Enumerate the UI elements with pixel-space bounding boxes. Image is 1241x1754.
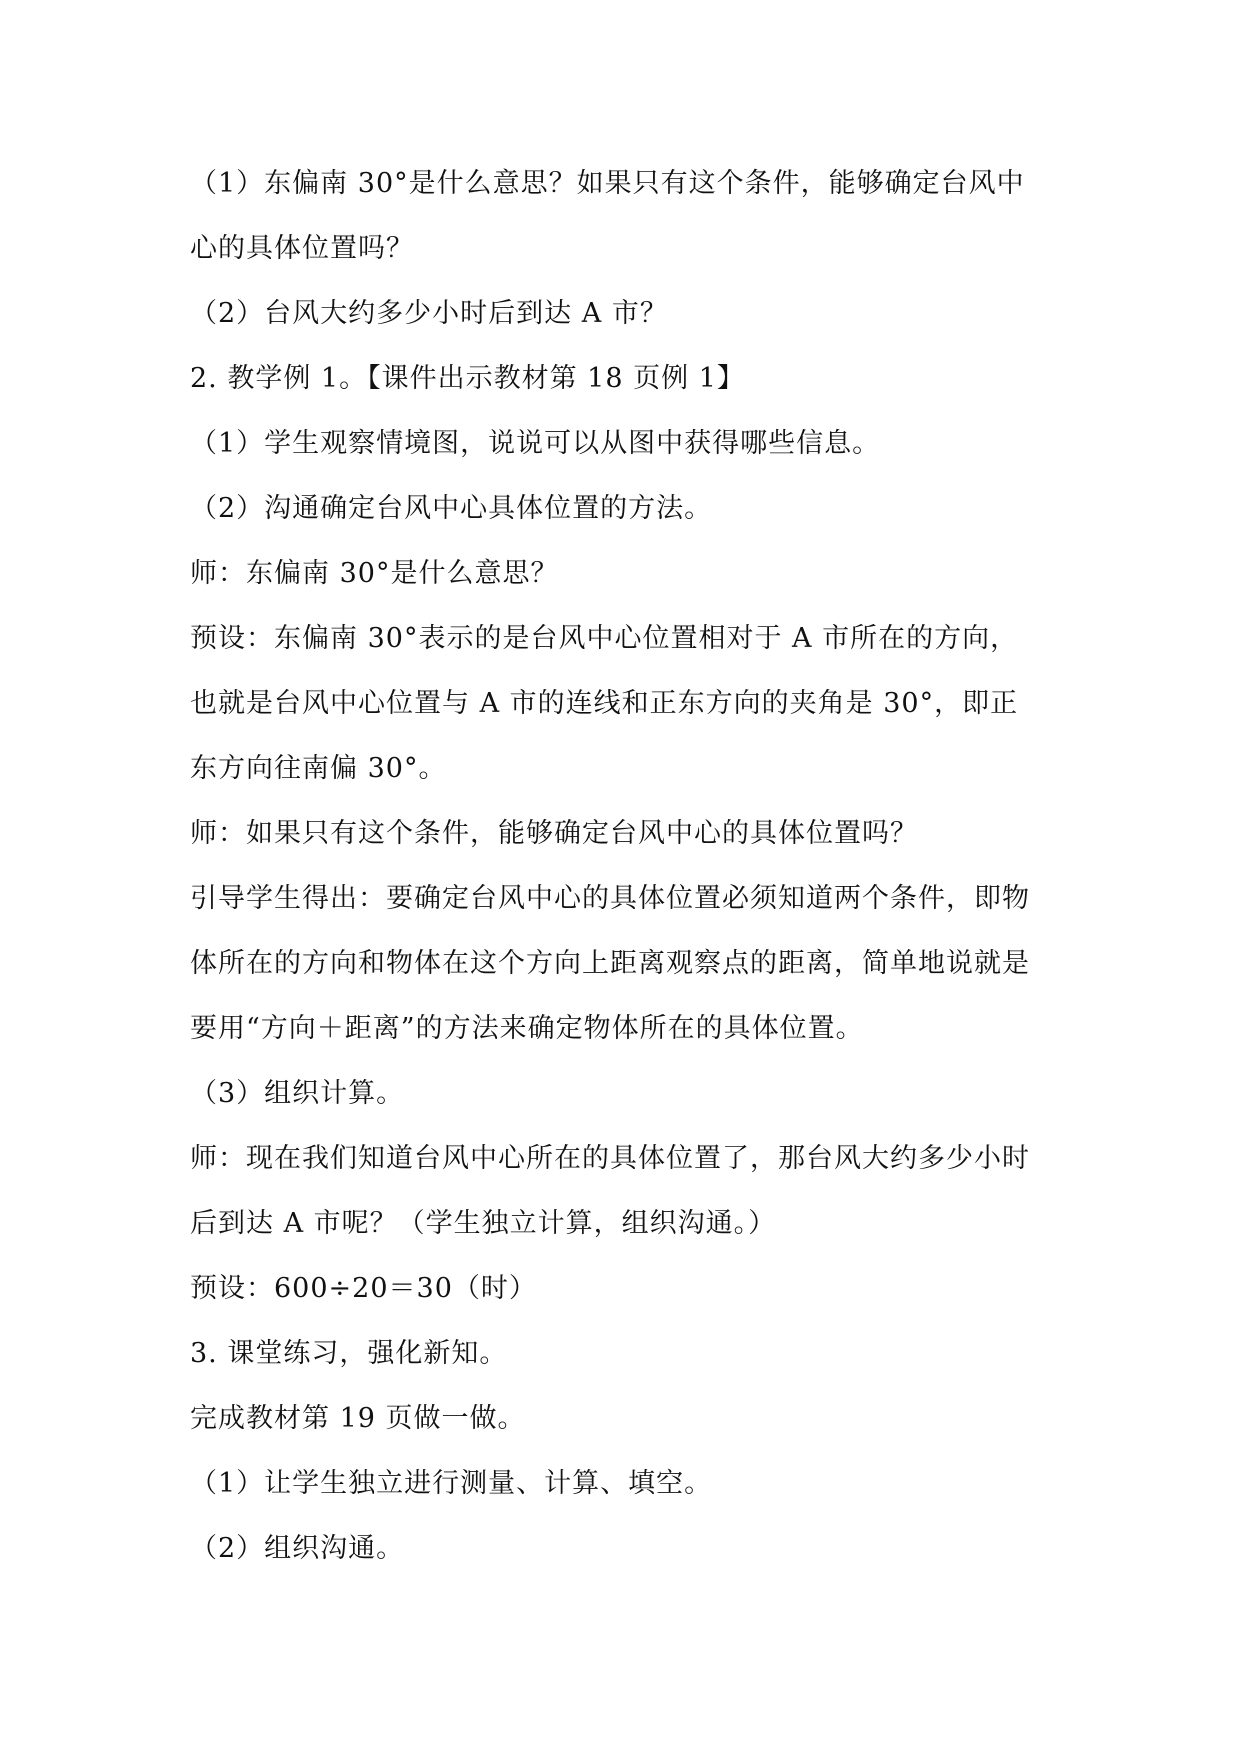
- paragraph-line: （2）组织沟通。: [190, 1533, 405, 1564]
- paragraph-line: （1）学生观察情境图，说说可以从图中获得哪些信息。: [190, 428, 881, 459]
- paragraph-line: 预设：600÷20＝30（时）: [190, 1273, 537, 1304]
- paragraph-line: （3）组织计算。: [190, 1078, 405, 1109]
- paragraph-line: 引导学生得出：要确定台风中心的具体位置必须知道两个条件，即物: [190, 883, 1030, 914]
- section-heading: 3. 课堂练习，强化新知。: [190, 1338, 508, 1369]
- paragraph-line: 后到达 A 市呢？（学生独立计算，组织沟通。）: [190, 1208, 777, 1239]
- section-heading: 2. 教学例 1。【课件出示教材第 18 页例 1】: [190, 363, 745, 394]
- paragraph-line: 预设：东偏南 30°表示的是台风中心位置相对于 A 市所在的方向，: [190, 623, 1019, 654]
- paragraph-line: （2）沟通确定台风中心具体位置的方法。: [190, 493, 713, 524]
- paragraph-line: 师：东偏南 30°是什么意思？: [190, 558, 559, 589]
- paragraph-line: 心的具体位置吗？: [190, 233, 414, 264]
- paragraph-line: （1）东偏南 30°是什么意思？如果只有这个条件，能够确定台风中: [190, 168, 1025, 199]
- paragraph-line: （1）让学生独立进行测量、计算、填空。: [190, 1468, 713, 1499]
- paragraph-line: 师：如果只有这个条件，能够确定台风中心的具体位置吗？: [190, 818, 918, 849]
- paragraph-line: （2）台风大约多少小时后到达 A 市？: [190, 298, 668, 329]
- paragraph-line: 完成教材第 19 页做一做。: [190, 1403, 526, 1434]
- paragraph-line: 要用“方向＋距离”的方法来确定物体所在的具体位置。: [190, 1013, 864, 1044]
- paragraph-line: 也就是台风中心位置与 A 市的连线和正东方向的夹角是 30°，即正: [190, 688, 1019, 719]
- paragraph-line: 师：现在我们知道台风中心所在的具体位置了，那台风大约多少小时: [190, 1143, 1030, 1174]
- paragraph-line: 东方向往南偏 30°。: [190, 753, 447, 784]
- paragraph-line: 体所在的方向和物体在这个方向上距离观察点的距离，简单地说就是: [190, 948, 1030, 979]
